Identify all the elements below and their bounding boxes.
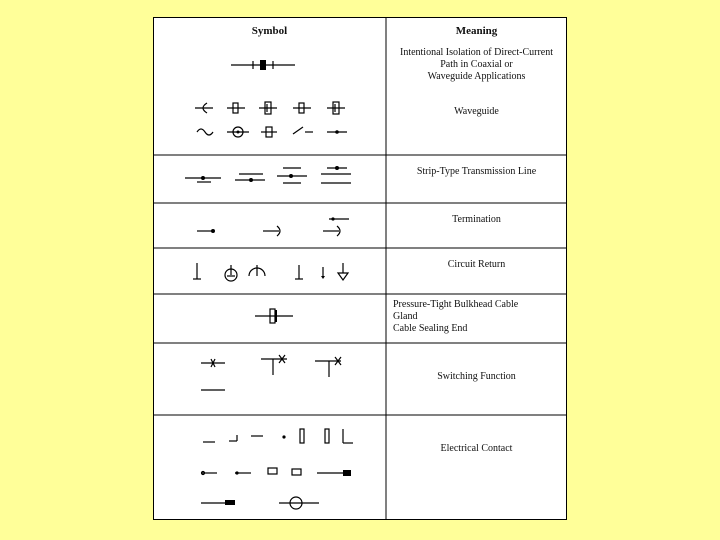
circuit-return-symbols [193,263,348,281]
meaning-dc-isolation-line1: Intentional Isolation of Direct-Current [399,47,553,58]
meaning-waveguide: Waveguide [454,106,499,117]
meaning-bulkhead-line1: Pressure-Tight Bulkhead Cable [393,299,519,310]
meaning-strip-line: Strip-Type Transmission Line [416,166,537,177]
dc-isolation-symbol [231,60,295,70]
meaning-bulkhead-gland [393,299,563,335]
contact-symbols-top [203,429,353,443]
meaning-termination: Termination [452,214,501,225]
meaning-electrical-contact: Electrical Contact [440,443,513,454]
meaning-dc-isolation-line3: Waveguide Applications [427,71,526,82]
meaning-column-header: Meaning [455,25,498,37]
termination-symbols [197,217,349,236]
meaning-bulkhead-line2: Gland [393,311,418,322]
meaning-bulkhead-line3: Cable Sealing End [393,323,468,334]
meaning-circuit-return: Circuit Return [447,259,506,270]
waveguide-symbols-top [195,102,345,114]
symbol-table-sheet [153,17,567,520]
contact-symbols-bottom [201,497,319,509]
meaning-switching: Switching Function [437,371,516,382]
meaning-dc-isolation-line2: Path in Coaxial or [440,59,513,70]
meaning-dc-isolation [386,47,567,83]
waveguide-symbols-bottom [197,127,347,137]
strip-line-symbols [185,166,351,183]
contact-symbols-middle [201,468,351,476]
symbol-column-header: Symbol [251,25,288,37]
bulkhead-gland-symbol [255,309,293,323]
switching-symbols [201,355,341,390]
